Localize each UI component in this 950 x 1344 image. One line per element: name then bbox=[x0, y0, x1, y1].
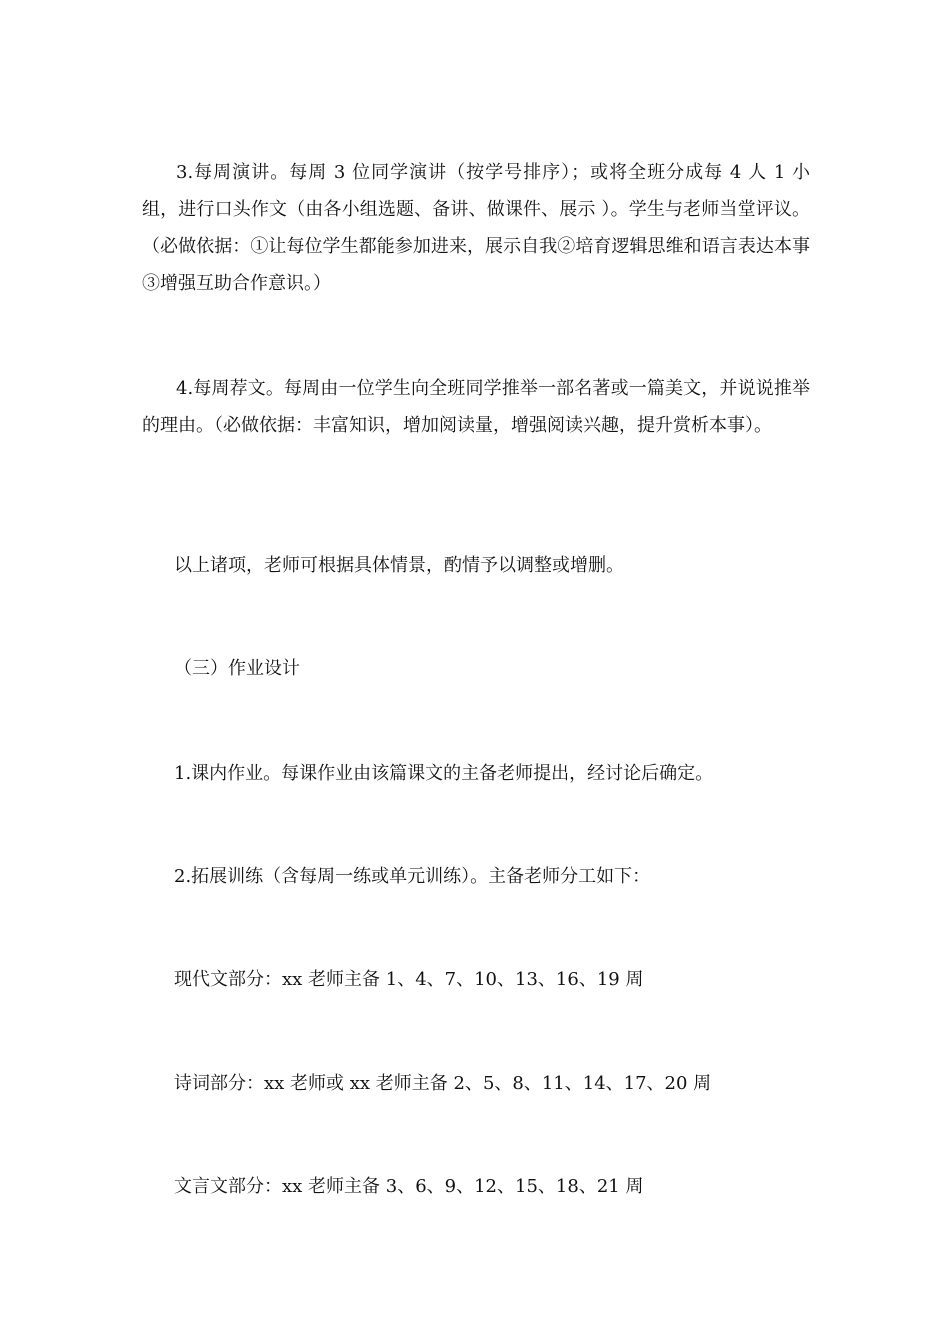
line-modern-text: 现代文部分：xx 老师主备 1、4、7、10、13、16、19 周 bbox=[174, 969, 644, 990]
line-adjust-note: 以上诸项，老师可根据具体情景，酌情予以调整或增删。 bbox=[174, 555, 624, 576]
paragraph-weekly-speech: 3.每周演讲。每周 3 位同学演讲（按学号排序）；或将全班分成每 4 人 1 小组，进行口头作文（由各小组选题、备讲、做课件、展示 ）。学生与老师当堂评议。（必做依据：①让每位学生都能参加进来，展示自我②培育逻辑思维和语言表达本事③增强互助合作意识。） bbox=[142, 162, 810, 294]
line-extended-training: 2.拓展训练（含每周一练或单元训练）。主备老师分工如下： bbox=[174, 866, 651, 887]
line-poetry: 诗词部分：xx 老师或 xx 老师主备 2、5、8、11、14、17、20 周 bbox=[174, 1073, 712, 1094]
line-classical-chinese: 文言文部分：xx 老师主备 3、6、9、12、15、18、21 周 bbox=[174, 1176, 644, 1197]
paragraph-weekly-recommend: 4.每周荐文。每周由一位学生向全班同学推举一部名著或一篇美文，并说说推举的理由。（必做依据：丰富知识，增加阅读量，增强阅读兴趣，提升赏析本事）。 bbox=[142, 378, 810, 436]
section-heading-homework: （三）作业设计 bbox=[174, 658, 300, 679]
line-classwork: 1.课内作业。每课作业由该篇课文的主备老师提出，经讨论后确定。 bbox=[174, 763, 714, 784]
